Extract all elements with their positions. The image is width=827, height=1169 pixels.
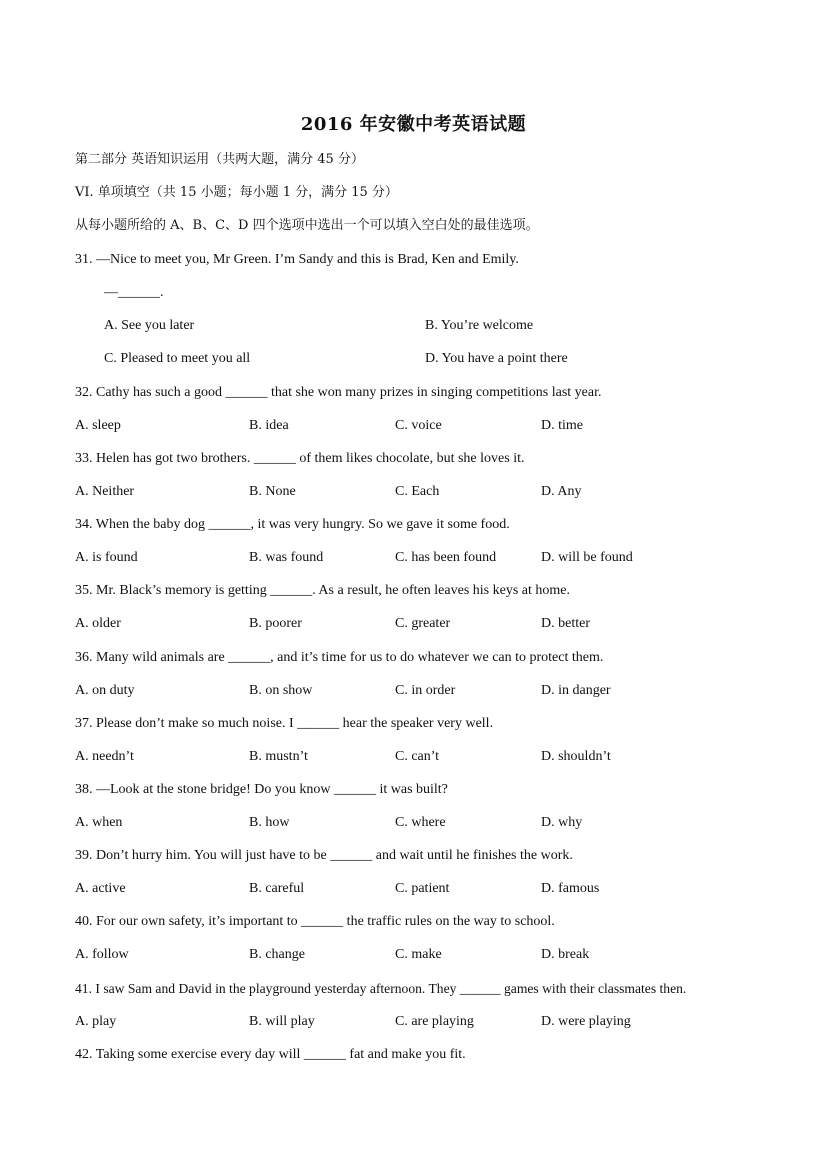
question-39-option-a: A. active [75,881,126,896]
question-33-option-d: D. Any [541,484,582,499]
question-34-option-a: A. is found [75,550,138,565]
question-33-option-b: B. None [249,484,296,499]
question-31-option-c: C. Pleased to meet you all [104,351,251,366]
question-37-option-b: B. mustn’t [249,749,308,764]
question-38-option-a: A. when [75,815,123,830]
question-35-option-c: C. greater [395,616,451,631]
question-32-option-a: A. sleep [75,418,121,433]
question-36-stem: 36. Many wild animals are ______, and it’s time for us to do whatever we can to protect them. [75,650,604,665]
question-36-option-b: B. on show [249,683,313,698]
question-35-option-a: A. older [75,616,121,631]
question-39-option-c: C. patient [395,881,450,896]
question-41-option-a: A. play [75,1014,117,1029]
question-38-stem: 38. —Look at the stone bridge! Do you know ______ it was built? [75,782,448,797]
section-heading: VI. 单项填空（共 15 小题；每小题 1 分，满分 15 分） [75,185,398,200]
question-41-stem: 41. I saw Sam and David in the playground yesterday afternoon. They ______ games with their classmates then. [75,981,687,996]
page-title: 2016 年安徽中考英语试题 [300,114,527,135]
question-39-stem: 39. Don’t hurry him. You will just have to be ______ and wait until he finishes the work. [75,848,573,863]
question-41-option-d: D. were playing [541,1014,631,1029]
question-38-option-b: B. how [249,815,290,830]
question-41-option-b: B. will play [249,1014,315,1029]
question-31-option-d: D. You have a point there [425,351,568,366]
question-31-response: —______. [104,285,164,300]
question-37-stem: 37. Please don’t make so much noise. I ______ hear the speaker very well. [75,716,494,731]
question-33-option-c: C. Each [395,484,440,499]
part-heading: 第二部分 英语知识运用（共两大题，满分 45 分） [75,152,364,167]
question-32-option-c: C. voice [395,418,442,433]
question-40-option-d: D. break [541,947,590,962]
question-36-option-c: C. in order [395,683,456,698]
question-40-option-a: A. follow [75,947,129,962]
question-31-stem: 31. —Nice to meet you, Mr Green. I’m Sandy and this is Brad, Ken and Emily. [75,252,519,267]
instruction-text: 从每小题所给的 A、B、C、D 四个选项中选出一个可以填入空白处的最佳选项。 [75,218,539,233]
question-34-option-c: C. has been found [395,550,497,565]
question-31-option-b: B. You’re welcome [425,318,534,333]
question-31-option-a: A. See you later [104,318,195,333]
question-38-option-d: D. why [541,815,583,830]
question-33-option-a: A. Neither [75,484,135,499]
question-34-option-b: B. was found [249,550,324,565]
question-37-option-c: C. can’t [395,749,440,764]
question-34-stem: 34. When the baby dog ______, it was very hungry. So we gave it some food. [75,517,510,532]
question-40-option-c: C. make [395,947,442,962]
question-40-option-b: B. change [249,947,305,962]
question-38-option-c: C. where [395,815,446,830]
question-32-option-b: B. idea [249,418,289,433]
question-39-option-d: D. famous [541,881,600,896]
question-32-stem: 32. Cathy has such a good ______ that she won many prizes in singing competitions last year. [75,385,602,400]
question-36-option-d: D. in danger [541,683,611,698]
question-35-option-b: B. poorer [249,616,302,631]
question-39-option-b: B. careful [249,881,305,896]
question-42-stem: 42. Taking some exercise every day will ______ fat and make you fit. [75,1047,466,1062]
question-34-option-d: D. will be found [541,550,633,565]
question-33-stem: 33. Helen has got two brothers. ______ of them likes chocolate, but she loves it. [75,451,525,466]
question-35-stem: 35. Mr. Black’s memory is getting ______. As a result, he often leaves his keys at home. [75,583,570,598]
question-32-option-d: D. time [541,418,583,433]
question-35-option-d: D. better [541,616,590,631]
question-40-stem: 40. For our own safety, it’s important to ______ the traffic rules on the way to school. [75,914,555,929]
question-37-option-a: A. needn’t [75,749,134,764]
question-41-option-c: C. are playing [395,1014,474,1029]
question-37-option-d: D. shouldn’t [541,749,611,764]
question-36-option-a: A. on duty [75,683,135,698]
